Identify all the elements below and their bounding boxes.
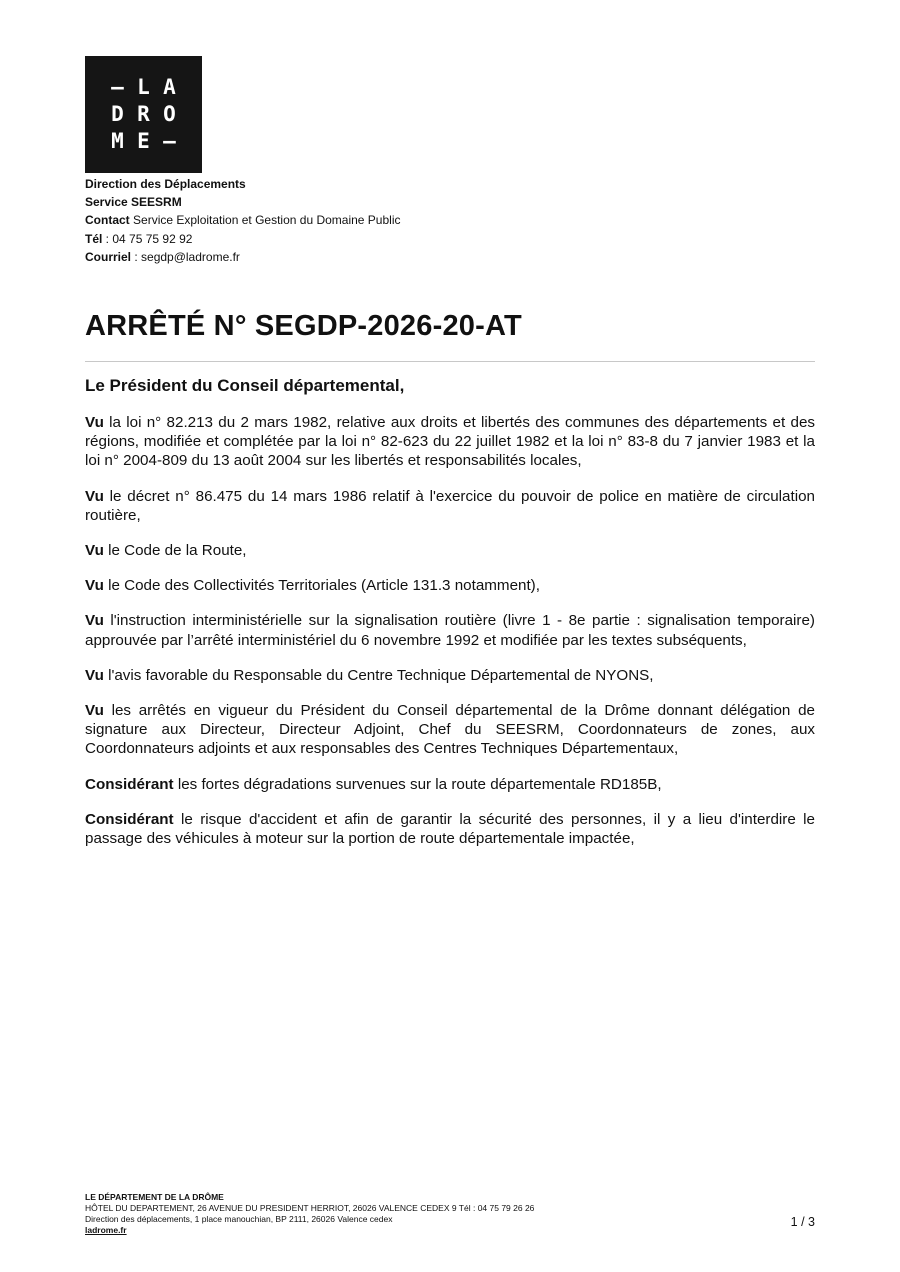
email-value: : segdp@ladrome.fr xyxy=(131,249,240,264)
logo-row xyxy=(105,128,183,155)
recital-lead: Vu xyxy=(85,612,104,630)
recital-lead: Vu xyxy=(85,487,104,505)
title-divider xyxy=(85,361,815,362)
logo-glyph: L xyxy=(137,75,150,99)
logo-glyph: D xyxy=(111,102,124,126)
recital-paragraph xyxy=(85,541,815,560)
page-number: 1 / 3 xyxy=(790,1215,815,1229)
recital-text: le risque d'accident et afin de garantir la sécurité des personnes, il y a lieu d'interdire le passage des véhicules à moteur sur la portion de route départementale impactée, xyxy=(85,810,815,848)
recital-lead: Considérant xyxy=(85,775,174,793)
recital-lead: Vu xyxy=(85,666,104,684)
recital-paragraph xyxy=(85,775,815,794)
footer-org: LE DÉPARTEMENT DE LA DRÔME xyxy=(85,1192,224,1202)
recital-paragraph xyxy=(85,701,815,759)
service-name: Service SEESRM xyxy=(85,195,182,210)
recital-paragraph xyxy=(85,810,815,848)
recital-lead: Considérant xyxy=(85,810,174,828)
recital-paragraph xyxy=(85,576,815,595)
email-label: Courriel xyxy=(85,249,132,264)
recital-text: les arrêtés en vigueur du Président du Conseil départemental de la Drôme donnant délégation de signature aux Directeur, Directeur Adjoint, Chef du SEESRM, Coordonnateurs de zones, aux Coordonnateurs adjoints et aux responsables des Centres Techniques Départementaux, xyxy=(85,702,815,758)
logo-row xyxy=(105,101,183,128)
recital-text: le Code des Collectivités Territoriales (Article 131.3 notamment), xyxy=(103,577,540,595)
page-footer xyxy=(85,1192,534,1236)
contact-block xyxy=(85,175,401,266)
logo-row xyxy=(105,74,183,101)
recital-paragraph xyxy=(85,666,815,685)
logo-glyph: E xyxy=(137,129,150,153)
logo-glyph: – xyxy=(111,75,124,99)
recital-text: le décret n° 86.475 du 14 mars 1986 relatif à l'exercice du pouvoir de police en matière de circulation routière, xyxy=(85,487,815,524)
logo-glyph: – xyxy=(163,129,176,153)
la-drome-logo xyxy=(85,56,202,173)
president-heading: Le Président du Conseil départemental, xyxy=(85,376,405,395)
tel-value: : 04 75 75 92 92 xyxy=(102,231,193,246)
document-body xyxy=(85,413,815,864)
recital-paragraph xyxy=(85,413,815,471)
recital-paragraph xyxy=(85,611,815,649)
recital-text: les fortes dégradations survenues sur la route départementale RD185B, xyxy=(173,775,662,793)
recital-text: le Code de la Route, xyxy=(103,542,247,560)
logo-glyph: M xyxy=(111,129,124,153)
logo-glyph: A xyxy=(163,75,176,99)
contact-label: Contact xyxy=(85,213,130,228)
direction-name: Direction des Déplacements xyxy=(85,177,246,191)
recital-lead: Vu xyxy=(85,542,104,560)
tel-label: Tél xyxy=(85,231,103,246)
recital-text: l'avis favorable du Responsable du Centre Technique Départemental de NYONS, xyxy=(103,666,654,684)
recital-lead: Vu xyxy=(85,577,104,595)
footer-website-link[interactable]: ladrome.fr xyxy=(85,1225,127,1235)
recital-paragraph xyxy=(85,487,815,525)
footer-direction: Direction des déplacements, 1 place manouchian, BP 2111, 26026 Valence cedex xyxy=(85,1214,393,1224)
logo-glyph: R xyxy=(137,102,150,126)
recital-lead: Vu xyxy=(85,414,104,431)
recital-text: la loi n° 82.213 du 2 mars 1982, relative aux droits et libertés des communes des départements et des régions, modifiée et complétée par la loi n° 82-623 du 22 juillet 1982 et la loi n° 83-8 du 7 janvier 1983 et la loi n° 2004-809 du 13 août 2004 sur les libertés et responsabilités locales, xyxy=(85,414,815,470)
recital-lead: Vu xyxy=(85,702,104,720)
logo-glyph: O xyxy=(163,102,176,126)
footer-address: HÔTEL DU DEPARTEMENT, 26 AVENUE DU PRESIDENT HERRIOT, 26026 VALENCE CEDEX 9 Tél : 04 75 79 26 26 xyxy=(85,1203,535,1213)
recital-text: l'instruction interministérielle sur la signalisation routière (livre 1 - 8e partie : signalisation temporaire) approuvée par l’arrêté interministériel du 6 novembre 1992 et modifiée par les textes subséquents, xyxy=(85,612,815,649)
contact-value: Service Exploitation et Gestion du Domaine Public xyxy=(133,213,401,228)
document-title: ARRÊTÉ N° SEGDP-2026-20-AT xyxy=(85,310,522,342)
